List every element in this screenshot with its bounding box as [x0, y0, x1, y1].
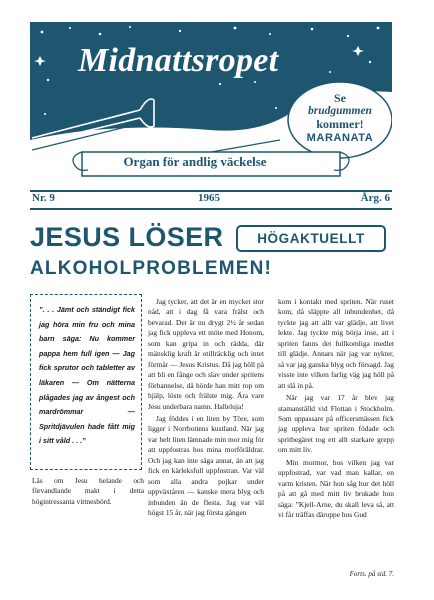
badge-line-3: kommer! — [316, 117, 364, 131]
badge-line-4: MARANATA — [306, 132, 374, 144]
paragraph: Jag föddes i en liten by Töre, som ligger i Norrbottens kustland. När jag var helt liten lämnade min mor mig för att uppfostras hos mina morföräldrar. Och jag kan inte säga annat, än att jag fick en kärleksfull uppfostran. Var väl som alla andra pojkar under uppväxtåren — kanske mera blyg och inbunden än de flesta. Jag var väl högst 15 år, när jag första gången — [148, 413, 264, 518]
intro-text: Läs om Jesu helande och förvandlande makt i detta högintressanta vittnesbörd. — [32, 476, 144, 506]
paragraph: När jag var 17 år blev jag stamanställd vid Flottan i Stockholm. Som uppassare på officersmässen fick jag uppleva hur spriten födade och spritbegäret tog ett allt starkare grepp om mitt liv. — [278, 393, 394, 455]
issue-line — [30, 192, 392, 208]
paragraph: kom i kontakt med spriten. När ruset kom, då släppte all inbundenhet, då tyckte jag att allt var glädje, att livet lekte. Jag tyckte mig börja inse, att i spriten fanns det fullkomliga medlet till glädje. Annars när jag var nykter, så var jag ganska blyg och försagd. Jag visste inte vilken farlig väg jag höll på att slå in på. — [278, 297, 394, 390]
badge-line-2: brudgummen — [308, 105, 372, 117]
paragraph: Min mormor, hos vilken jag var uppfostrad, var vad man kallar, en varm kristen. När hon såg hur det höll på att gå med mitt liv brukade hon säga: ”Kjell-Arne, du skall leva så, att vi får träffas däruppe hos Gud — [278, 457, 394, 520]
issue-volume: Årg. 6 — [360, 192, 390, 204]
issue-number: Nr. 9 — [32, 192, 55, 204]
issue-rule-bottom — [30, 208, 392, 210]
quote-box: ”. . . Jämt och ständigt fick jag höra min fru och mina barn säga: Nu kommer pappa hem full igen — Jag fick sprutor och tabletter av läkaren — Om nätterna plågades jag av ångest och mardrömmar — Spritdjävulen hade fått mig i sitt våld . . .” — [30, 294, 142, 470]
masthead-title: Midnattsropet — [78, 42, 279, 79]
headline-line-2: ALKOHOLPROBLEMEN! — [30, 258, 273, 279]
tag-badge: HÖGAKTUELLT — [236, 225, 386, 252]
article-column-middle — [148, 297, 264, 519]
continued-note: Forts. på sid. 7. — [349, 570, 394, 578]
headline-line-1: JESUS LÖSER — [30, 222, 224, 252]
masthead-subtitle: Organ för andlig väckelse — [123, 154, 267, 169]
maranata-badge — [293, 92, 387, 145]
article-column-right — [278, 297, 394, 521]
paragraph: Jag tycker, att det är en mycket stor nåd, att i dag få vara frälst och bevarad. Det är nu drygt 2½ år sedan jag fick uppleva ett möte med Honom, som kan gripa in och rädda, där mänsklig kraft är otillräcklig och intet förmår — Jesus Kristus. Då jag höll på att bli en fånge och slav under spritens förbannelse, då hörde han mitt rop om hjälp, löste och frälste mig. Ära vare Jesu underbara namn. Halleluja! — [148, 297, 264, 411]
issue-year: 1965 — [198, 192, 220, 204]
badge-line-1: Se — [334, 91, 346, 105]
